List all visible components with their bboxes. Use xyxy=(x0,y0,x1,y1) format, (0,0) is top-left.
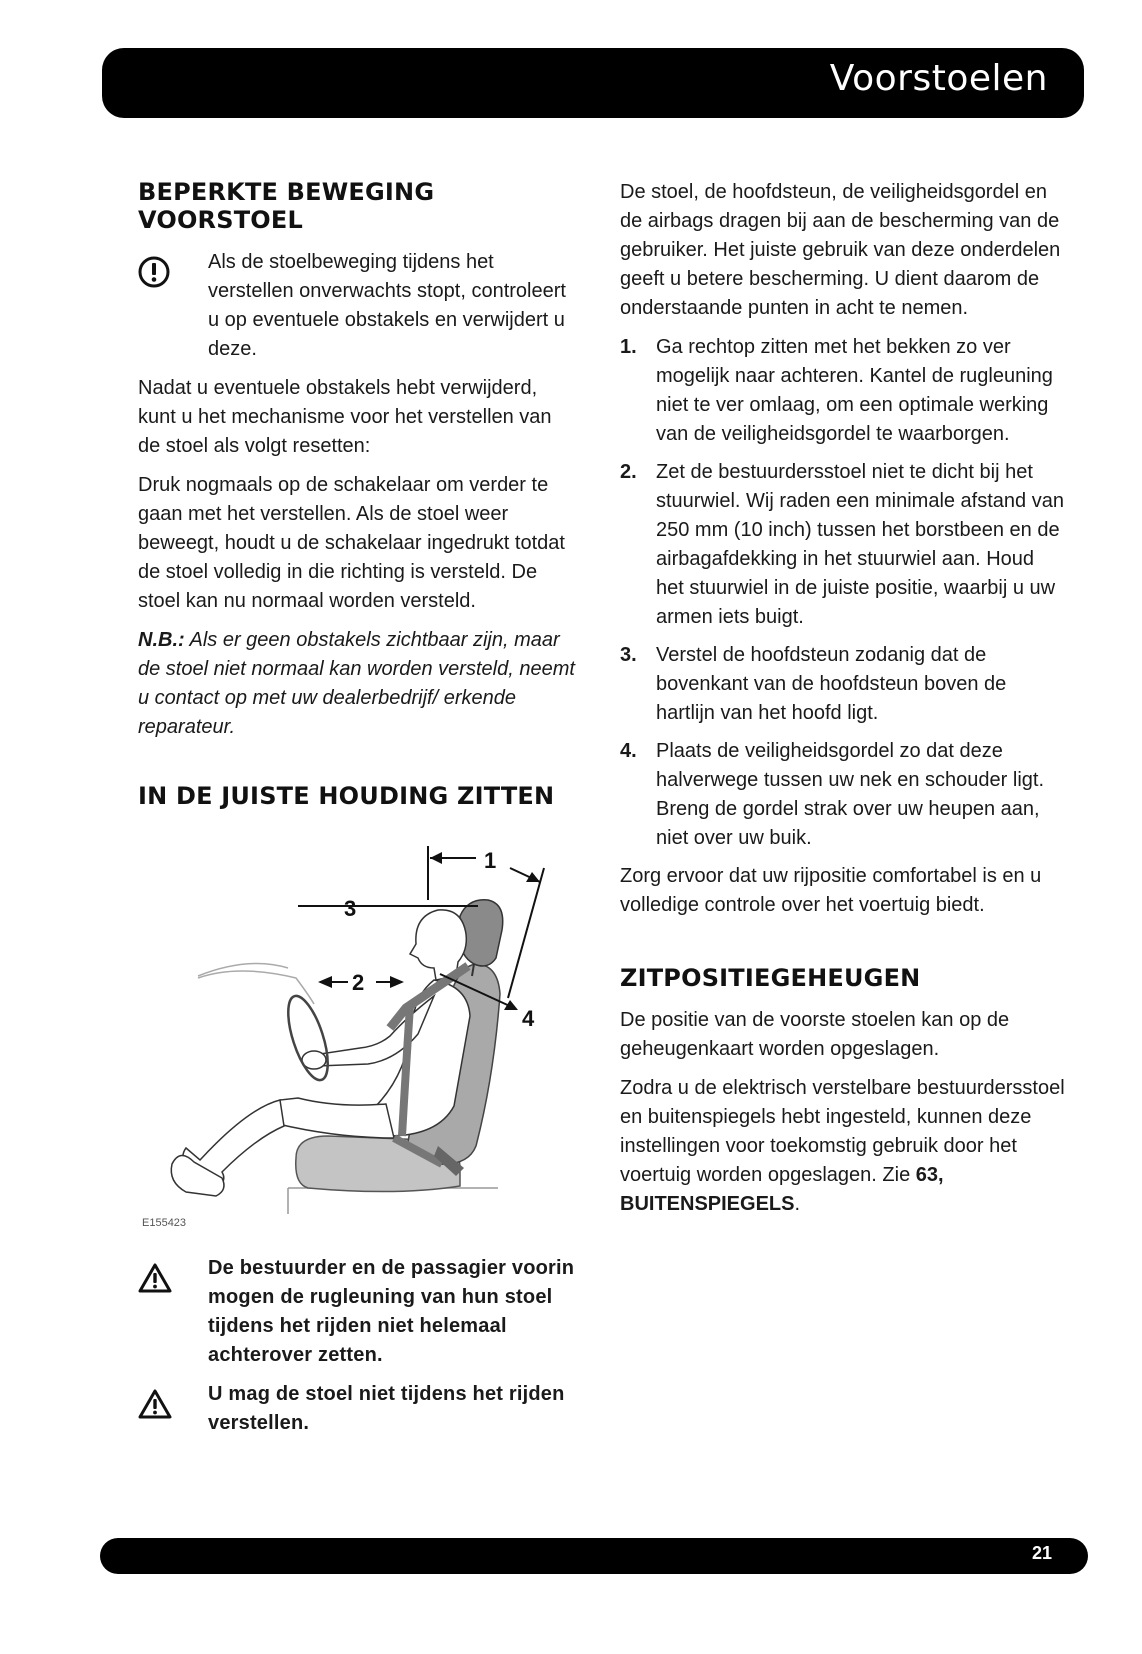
paragraph-reset-intro: Nadat u eventuele obstakels hebt verwijderd, kunt u het mechanisme voor het verstellen van de stoel als volgt resetten: xyxy=(138,377,552,457)
paragraph-closing: Zorg ervoor dat uw rijpositie comfortabel is en u volledige controle over het voertuig biedt. xyxy=(620,865,1042,916)
figure-label-3: 3 xyxy=(344,896,357,921)
step-text: Ga rechtop zitten met het bekken zo ver mogelijk naar achteren. Kantel de rugleuning niet te ver omlaag, om een optimale werking van de veiligheidsgordel te waarborgen. xyxy=(656,336,1053,445)
page-number: 21 xyxy=(1031,1543,1052,1563)
memory-text-end: . xyxy=(794,1193,801,1215)
paragraph-reset-steps: Druk nogmaals op de schakelaar om verder te gaan met het verstellen. Als de stoel weer beweegt, houdt u de schakelaar ingedrukt totdat de stoel volledig in die richting is versteld. De stoel kan nu normaal worden versteld. xyxy=(138,474,565,612)
section-heading-restricted-movement: BEPERKTE BEWEGING VOORSTOEL xyxy=(138,178,435,234)
nb-label: N.B.: xyxy=(138,629,185,651)
warning-text-1: De bestuurder en de passagier voorin mogen de rugleuning van hun stoel tijdens het rijden niet helemaal achterover zetten. xyxy=(208,1257,575,1366)
figure-label-2: 2 xyxy=(352,970,365,995)
figure-label-4: 4 xyxy=(522,1006,535,1031)
paragraph-memory-1: De positie van de voorste stoelen kan op de geheugenkaart worden opgeslagen. xyxy=(620,1009,1010,1060)
step-text: Verstel de hoofdsteun zodanig dat de bovenkant van de hoofdsteun boven de hartlijn van het hoofd ligt. xyxy=(656,644,1007,724)
step-text: Zet de bestuurdersstoel niet te dicht bij het stuurwiel. Wij raden een minimale afstand van 250 mm (10 inch) tussen het borstbeen en de airbagafdekking in het stuurwiel aan. Houd het stuurwiel in de juiste positie, waarbij u uw armen iets buigt. xyxy=(656,461,1064,628)
nb-text: Als er geen obstakels zichtbaar zijn, maar de stoel niet normaal kan worden versteld, neemt u contact op met uw dealerbedrijf/ erkende reparateur. xyxy=(138,629,575,738)
right-column xyxy=(620,178,1066,1219)
step-number: 2. xyxy=(620,461,637,483)
header-bar xyxy=(102,48,1084,118)
paragraph-intro: De stoel, de hoofdsteun, de veiligheidsgordel en de airbags dragen bij aan de bescherming van de gebruiker. Het juiste gebruik van deze onderdelen geeft u betere bescherming. U dient daarom de onderstaande punten in acht te nemen. xyxy=(620,181,1061,319)
figure-code: E155423 xyxy=(142,1217,187,1229)
figure-label-1: 1 xyxy=(484,848,497,873)
caution-note xyxy=(138,248,578,364)
step-number: 4. xyxy=(620,740,637,762)
warning-triangle-icon xyxy=(138,1388,172,1420)
memory-text: Zodra u de elektrisch verstelbare bestuurdersstoel en buitenspiegels hebt ingesteld, kunnen deze instellingen voor toekomstig gebruik door het voertuig worden opgeslagen. Zie xyxy=(620,1077,1065,1186)
step-text: Plaats de veiligheidsgordel zo dat deze halverwege tussen uw nek en schouder ligt. Breng de gordel strak over uw heupen aan, niet over uw buik. xyxy=(656,740,1045,849)
nb-note xyxy=(138,626,578,742)
warning-text-2: U mag de stoel niet tijdens het rijden verstellen. xyxy=(208,1383,565,1434)
cross-reference-link[interactable]: 63, BUITENSPIEGELS xyxy=(620,1164,944,1215)
seating-position-figure xyxy=(138,846,578,1246)
list-item xyxy=(620,737,1066,853)
warning-note-1 xyxy=(138,1254,578,1370)
seating-position-illustration xyxy=(138,846,578,1246)
warning-note-2 xyxy=(138,1380,578,1438)
list-item xyxy=(620,458,1066,632)
caution-circle-icon xyxy=(138,256,170,288)
section-heading-posture: IN DE JUISTE HOUDING ZITTEN xyxy=(138,782,555,810)
caution-text: Als de stoelbeweging tijdens het verstellen onverwachts stopt, controleert u op eventuele obstakels en verwijdert u deze. xyxy=(208,251,566,360)
left-column xyxy=(138,178,578,1438)
warning-triangle-icon xyxy=(138,1262,172,1294)
section-heading-seat-memory: ZITPOSITIEGEHEUGEN xyxy=(620,964,921,992)
list-item xyxy=(620,333,1066,449)
posture-steps-list xyxy=(620,333,1066,853)
paragraph-memory-2 xyxy=(620,1074,1066,1219)
step-number: 3. xyxy=(620,644,637,666)
step-number: 1. xyxy=(620,336,637,358)
footer-bar xyxy=(100,1538,1088,1574)
list-item xyxy=(620,641,1066,728)
page-title: Voorstoelen xyxy=(829,58,1048,99)
